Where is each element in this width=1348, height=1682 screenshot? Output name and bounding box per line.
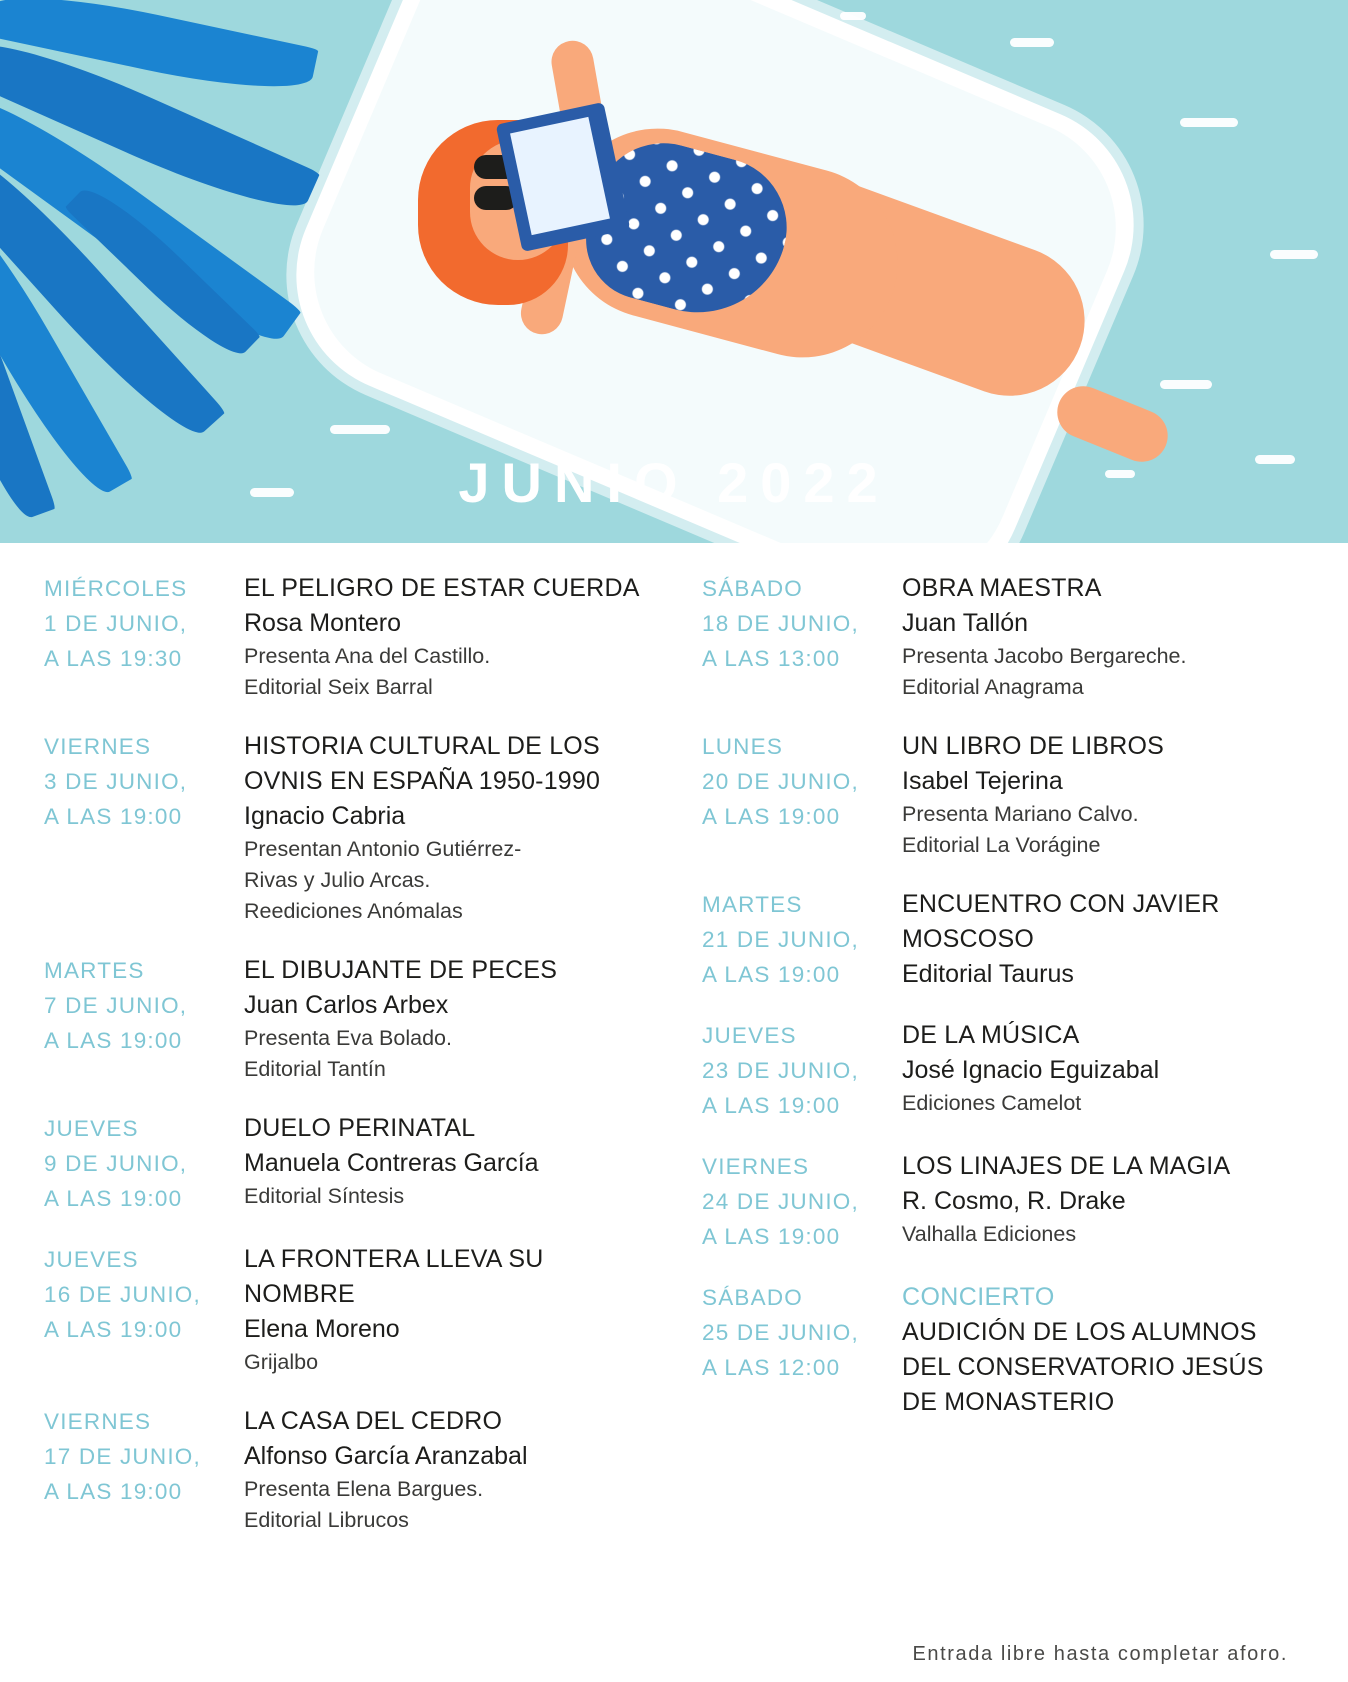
event-author: Juan Tallón bbox=[902, 609, 1029, 637]
event-note: Presenta Jacobo Bergareche. bbox=[902, 644, 1187, 668]
event-details bbox=[244, 571, 656, 703]
event-details bbox=[902, 1149, 1286, 1254]
event-author: Juan Carlos Arbex bbox=[244, 991, 449, 1019]
hero-illustration bbox=[0, 0, 1348, 543]
event-datetime bbox=[702, 887, 902, 992]
event-date: 3 DE JUNIO, bbox=[44, 769, 188, 794]
event-weekday: MARTES bbox=[44, 958, 145, 983]
event-listing bbox=[0, 543, 1348, 1682]
event-title: DUELO PERINATAL bbox=[244, 1114, 476, 1142]
event-date: 23 DE JUNIO, bbox=[702, 1058, 859, 1083]
event-item[interactable] bbox=[702, 729, 1286, 861]
event-time: A LAS 19:00 bbox=[702, 1224, 841, 1249]
event-item[interactable] bbox=[702, 887, 1286, 992]
event-time: A LAS 19:00 bbox=[702, 962, 841, 987]
event-title: OBRA MAESTRA bbox=[902, 574, 1102, 602]
event-time: A LAS 13:00 bbox=[702, 646, 841, 671]
events-column-left bbox=[44, 571, 674, 1672]
event-datetime bbox=[702, 729, 902, 861]
event-details bbox=[244, 1242, 656, 1378]
event-date: 20 DE JUNIO, bbox=[702, 769, 859, 794]
event-datetime bbox=[702, 1149, 902, 1254]
event-title: ENCUENTRO CON JAVIER MOSCOSO bbox=[902, 890, 1220, 953]
events-column-right bbox=[674, 571, 1304, 1672]
event-item[interactable] bbox=[44, 1111, 656, 1216]
event-note: Presentan Antonio Gutiérrez- bbox=[244, 837, 522, 861]
event-date: 21 DE JUNIO, bbox=[702, 927, 859, 952]
event-date: 18 DE JUNIO, bbox=[702, 611, 859, 636]
event-time: A LAS 19:00 bbox=[44, 1186, 183, 1211]
event-details bbox=[244, 729, 656, 927]
event-note: Valhalla Ediciones bbox=[902, 1222, 1077, 1246]
event-author: Ignacio Cabria bbox=[244, 802, 406, 830]
event-weekday: VIERNES bbox=[44, 734, 152, 759]
event-item[interactable] bbox=[44, 1242, 656, 1378]
event-date: 17 DE JUNIO, bbox=[44, 1444, 201, 1469]
event-weekday: VIERNES bbox=[44, 1409, 152, 1434]
event-item[interactable] bbox=[702, 1018, 1286, 1123]
event-note: Grijalbo bbox=[244, 1350, 319, 1374]
event-time: A LAS 19:00 bbox=[702, 804, 841, 829]
event-note: Editorial Seix Barral bbox=[244, 675, 433, 699]
event-details bbox=[902, 1018, 1286, 1123]
event-note: Presenta Elena Bargues. bbox=[244, 1477, 484, 1501]
event-note: Editorial Síntesis bbox=[244, 1184, 405, 1208]
event-weekday: SÁBADO bbox=[702, 1285, 803, 1310]
event-datetime bbox=[44, 953, 244, 1085]
page-title: JUNIO 2022 bbox=[458, 451, 890, 514]
event-author: Rosa Montero bbox=[244, 609, 402, 637]
event-note: Reediciones Anómalas bbox=[244, 899, 463, 923]
event-note: Editorial Librucos bbox=[244, 1508, 409, 1532]
event-author: Alfonso García Aranzabal bbox=[244, 1442, 528, 1470]
event-date: 24 DE JUNIO, bbox=[702, 1189, 859, 1214]
event-datetime bbox=[44, 571, 244, 703]
event-title: LOS LINAJES DE LA MAGIA bbox=[902, 1152, 1231, 1180]
event-time: A LAS 19:00 bbox=[44, 1028, 183, 1053]
event-title: EL DIBUJANTE DE PECES bbox=[244, 956, 558, 984]
event-details bbox=[244, 1111, 656, 1216]
event-weekday: JUEVES bbox=[44, 1247, 139, 1272]
event-weekday: JUEVES bbox=[702, 1023, 797, 1048]
event-time: A LAS 19:00 bbox=[44, 1317, 183, 1342]
event-title: LA CASA DEL CEDRO bbox=[244, 1407, 503, 1435]
event-time: A LAS 19:30 bbox=[44, 646, 183, 671]
event-weekday: MIÉRCOLES bbox=[44, 576, 188, 601]
event-note: Rivas y Julio Arcas. bbox=[244, 868, 431, 892]
event-title: EL PELIGRO DE ESTAR CUERDA bbox=[244, 574, 640, 602]
event-tag: CONCIERTO bbox=[902, 1283, 1055, 1311]
event-author: José Ignacio Eguizabal bbox=[902, 1056, 1160, 1084]
event-author: R. Cosmo, R. Drake bbox=[902, 1187, 1126, 1215]
event-item[interactable] bbox=[44, 1404, 656, 1536]
event-author: Editorial Taurus bbox=[902, 960, 1074, 988]
event-time: A LAS 19:00 bbox=[702, 1093, 841, 1118]
event-note: Presenta Ana del Castillo. bbox=[244, 644, 491, 668]
event-datetime bbox=[702, 1018, 902, 1123]
event-weekday: SÁBADO bbox=[702, 576, 803, 601]
event-datetime bbox=[702, 1280, 902, 1420]
event-author: Elena Moreno bbox=[244, 1315, 400, 1343]
event-date: 7 DE JUNIO, bbox=[44, 993, 188, 1018]
event-note: Editorial Anagrama bbox=[902, 675, 1084, 699]
event-date: 1 DE JUNIO, bbox=[44, 611, 188, 636]
event-datetime bbox=[44, 1111, 244, 1216]
event-item[interactable] bbox=[44, 571, 656, 703]
palm-leaves bbox=[0, 0, 480, 500]
event-datetime bbox=[44, 1242, 244, 1378]
event-date: 25 DE JUNIO, bbox=[702, 1320, 859, 1345]
event-details bbox=[902, 1280, 1286, 1420]
event-title: UN LIBRO DE LIBROS bbox=[902, 732, 1164, 760]
event-note: Ediciones Camelot bbox=[902, 1091, 1082, 1115]
event-title: DE LA MÚSICA bbox=[902, 1021, 1080, 1049]
event-weekday: MARTES bbox=[702, 892, 803, 917]
event-title: LA FRONTERA LLEVA SU NOMBRE bbox=[244, 1245, 544, 1308]
event-time: A LAS 19:00 bbox=[44, 1479, 183, 1504]
event-details bbox=[902, 887, 1286, 992]
event-item[interactable] bbox=[702, 1280, 1286, 1420]
event-item[interactable] bbox=[702, 571, 1286, 703]
event-date: 9 DE JUNIO, bbox=[44, 1151, 188, 1176]
event-time: A LAS 19:00 bbox=[44, 804, 183, 829]
footer-note: Entrada libre hasta completar aforo. bbox=[912, 1643, 1288, 1665]
event-details bbox=[902, 729, 1286, 861]
event-title: AUDICIÓN DE LOS ALUMNOS DEL CONSERVATORIO JESÚS DE MONASTERIO bbox=[902, 1318, 1264, 1416]
event-time: A LAS 12:00 bbox=[702, 1355, 841, 1380]
event-note: Presenta Eva Bolado. bbox=[244, 1026, 452, 1050]
event-date: 16 DE JUNIO, bbox=[44, 1282, 201, 1307]
event-author: Manuela Contreras García bbox=[244, 1149, 539, 1177]
event-item[interactable] bbox=[702, 1149, 1286, 1254]
event-weekday: JUEVES bbox=[44, 1116, 139, 1141]
event-title: HISTORIA CULTURAL DE LOS OVNIS EN ESPAÑA 1950-1990 bbox=[244, 732, 601, 795]
event-item[interactable] bbox=[44, 953, 656, 1085]
event-item[interactable] bbox=[44, 729, 656, 927]
event-details bbox=[902, 571, 1286, 703]
event-author: Isabel Tejerina bbox=[902, 767, 1063, 795]
event-datetime bbox=[44, 1404, 244, 1536]
event-datetime bbox=[44, 729, 244, 927]
event-details bbox=[244, 1404, 656, 1536]
event-weekday: VIERNES bbox=[702, 1154, 810, 1179]
event-note: Editorial La Vorágine bbox=[902, 833, 1101, 857]
event-datetime bbox=[702, 571, 902, 703]
event-note: Presenta Mariano Calvo. bbox=[902, 802, 1139, 826]
event-note: Editorial Tantín bbox=[244, 1057, 386, 1081]
event-details bbox=[244, 953, 656, 1085]
event-weekday: LUNES bbox=[702, 734, 784, 759]
